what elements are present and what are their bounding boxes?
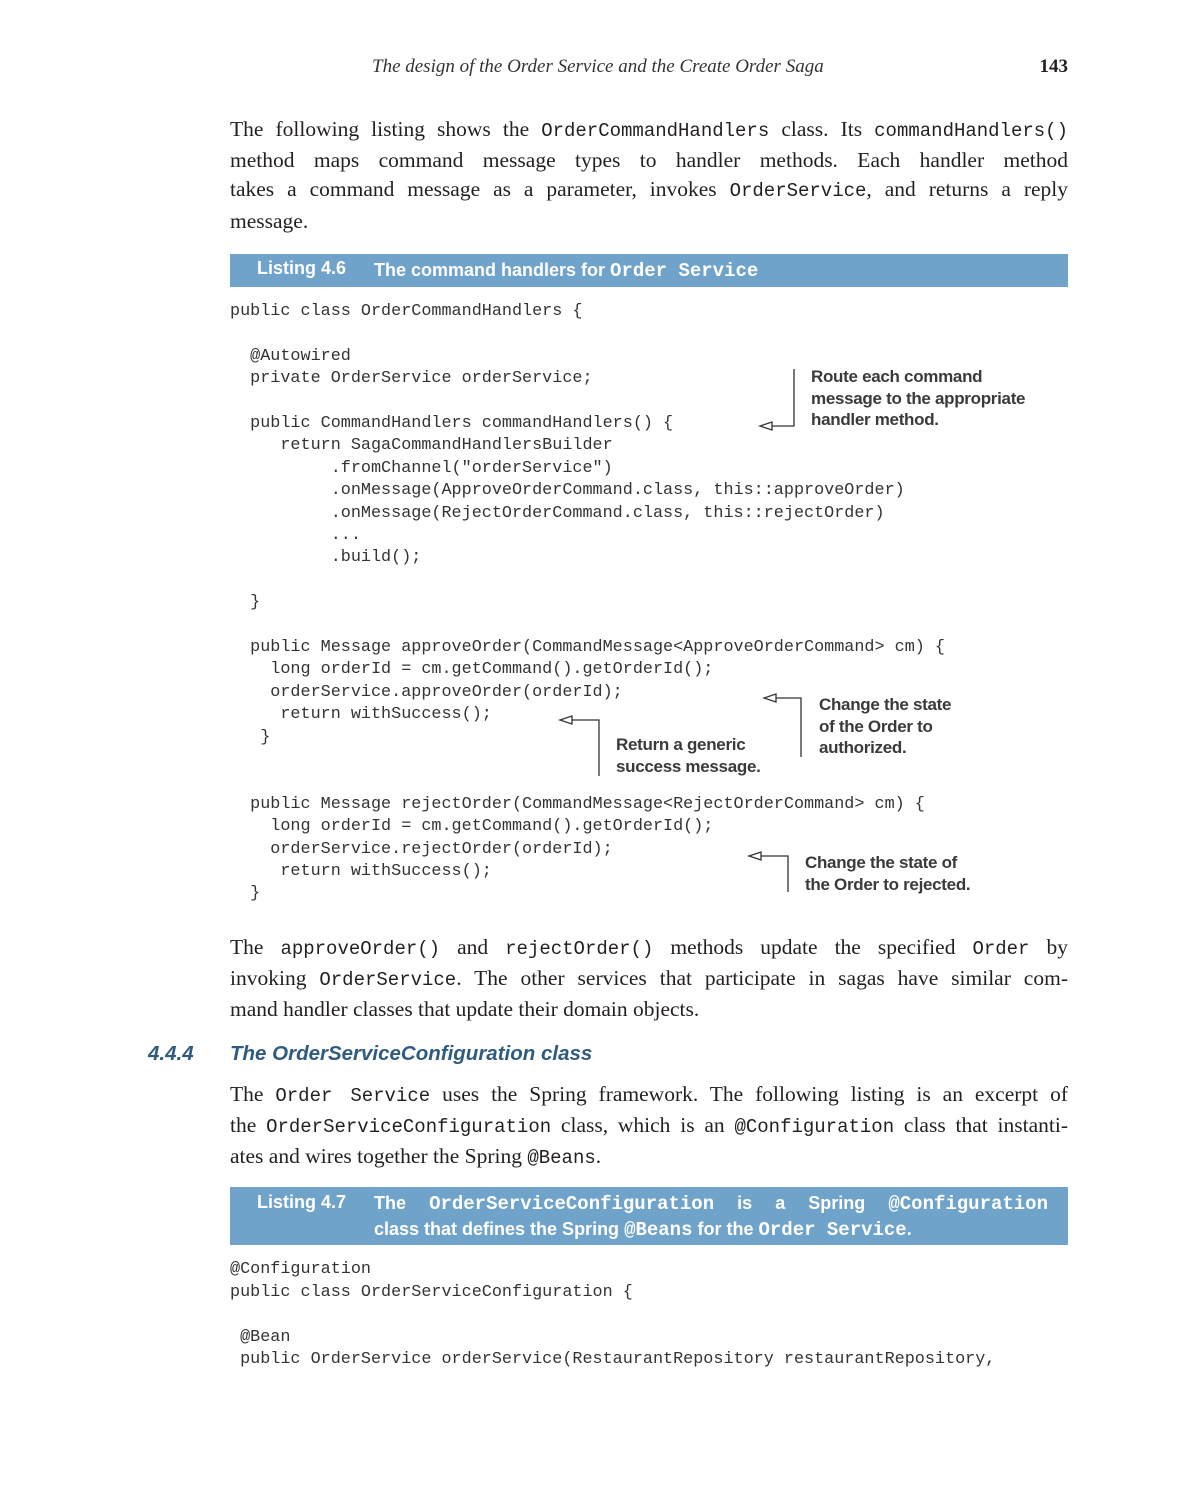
inline-code: @Beans xyxy=(624,1219,693,1241)
code-line: return SagaCommandHandlersBuilder xyxy=(230,436,613,456)
listing-caption xyxy=(374,1191,1048,1243)
inline-code: commandHandlers() xyxy=(874,120,1068,142)
callout-line-route xyxy=(772,369,794,426)
annotation-line: handler method. xyxy=(811,410,939,429)
inline-code: @Beans xyxy=(527,1147,596,1170)
code-line: } xyxy=(230,727,271,747)
inline-code: OrderServiceConfiguration xyxy=(266,1116,552,1139)
code-line: .onMessage(RejectOrderCommand.class, this::rejectOrder) xyxy=(230,503,885,523)
text-run: message. xyxy=(230,208,309,233)
inline-code: @Configuration xyxy=(888,1193,1048,1215)
annotation-line: success message. xyxy=(616,756,761,776)
code-line: long orderId = cm.getCommand().getOrderId(); xyxy=(230,817,714,837)
listing-caption xyxy=(374,258,1048,284)
text-line xyxy=(230,175,1068,206)
page-number: 143 xyxy=(1039,56,1068,77)
inline-code: approveOrder() xyxy=(280,938,441,960)
text-line xyxy=(230,1142,1068,1173)
callout-line-success xyxy=(572,720,599,776)
text-line xyxy=(230,1111,1068,1142)
text-line xyxy=(374,1217,1048,1243)
code-line: } xyxy=(230,884,261,904)
code-line: public class OrderCommandHandlers { xyxy=(230,302,583,321)
text-run: is a Spring xyxy=(714,1193,889,1213)
callout-arrowhead-authorized xyxy=(764,694,776,702)
annotation-line: Change the state of xyxy=(805,853,958,872)
text-run: class, which is an xyxy=(551,1113,735,1138)
inline-code: Order Service xyxy=(610,260,759,282)
text-run: . The other services that participate in sagas have similar com- xyxy=(456,966,1068,991)
text-run: The xyxy=(374,1193,430,1213)
running-head xyxy=(372,56,1068,82)
code-line: } xyxy=(230,593,261,613)
text-run: . xyxy=(906,1219,912,1239)
inline-code: Order Service xyxy=(275,1085,431,1107)
text-run: and xyxy=(440,935,506,959)
text-run: The command handlers for xyxy=(374,260,611,280)
text-run: The xyxy=(230,935,281,959)
inline-code: Order Service xyxy=(758,1219,907,1241)
code-line: public Message rejectOrder(CommandMessage<RejectOrderCommand> cm) { xyxy=(230,794,925,814)
code-line: public OrderService orderService(RestaurantRepository restaurantRepository, xyxy=(230,1350,996,1370)
code-line: public Message approveOrder(CommandMessage<ApproveOrderCommand> cm) { xyxy=(230,638,945,657)
annotation-generic-success xyxy=(616,734,761,777)
annotation-change-rejected xyxy=(805,852,970,895)
text-run: methods update the specified xyxy=(653,935,973,959)
code-line: orderService.approveOrder(orderId); xyxy=(230,682,623,702)
section-title: The OrderServiceConfiguration class xyxy=(230,1042,593,1065)
code-line: @Configuration xyxy=(230,1260,371,1279)
callout-arrowhead-route xyxy=(760,422,772,430)
annotation-route-command xyxy=(811,366,1025,431)
code-line: .fromChannel("orderService") xyxy=(230,458,613,478)
annotation-line: message to the appropriate xyxy=(811,388,1026,408)
annotation-line: of the Order to xyxy=(819,716,933,736)
code-line: @Bean xyxy=(230,1327,291,1347)
section-number: 4.4.4 xyxy=(148,1042,194,1065)
text-line xyxy=(230,115,1068,146)
after-listing-paragraph xyxy=(230,933,1068,1025)
text-line xyxy=(230,1080,1068,1111)
text-line xyxy=(230,964,1068,995)
annotation-line: Return a generic xyxy=(616,735,746,754)
callout-line-rejected xyxy=(761,856,788,892)
text-run: , and returns a reply xyxy=(866,177,1068,202)
code-line: private OrderService orderService; xyxy=(230,369,593,389)
annotation-change-authorized xyxy=(819,694,951,759)
listing-number: Listing 4.6 xyxy=(257,258,347,278)
text-run: invoking xyxy=(230,966,320,991)
callout-arrowhead-success xyxy=(560,716,572,724)
text-line xyxy=(230,933,1068,964)
inline-code: rejectOrder() xyxy=(505,938,654,960)
text-run: uses the Spring framework. The following listing is an excerpt of xyxy=(430,1082,1069,1106)
inline-code: OrderService xyxy=(319,969,457,992)
callout-arrowhead-rejected xyxy=(749,852,761,860)
text-line xyxy=(230,207,1068,236)
intro-paragraph xyxy=(230,115,1068,236)
text-run: The following listing shows the xyxy=(230,117,542,141)
inline-code: OrderCommandHandlers xyxy=(541,120,770,142)
code-line: .build(); xyxy=(230,548,422,568)
text-run: . xyxy=(595,1144,602,1169)
code-line: orderService.rejectOrder(orderId); xyxy=(230,839,613,859)
text-line xyxy=(230,995,1068,1024)
code-line: return withSuccess(); xyxy=(230,862,492,881)
inline-code: @Configuration xyxy=(734,1116,895,1139)
inline-code: Order xyxy=(972,938,1030,960)
code-line: return withSuccess(); xyxy=(230,705,492,725)
text-line xyxy=(374,1191,1048,1217)
listing-4-7-caption-bar xyxy=(230,1187,1068,1245)
annotation-line: authorized. xyxy=(819,738,907,757)
code-line: @Autowired xyxy=(230,346,351,366)
annotation-line: Change the state xyxy=(819,695,952,714)
text-run: ates and wires together the Spring xyxy=(230,1144,528,1169)
annotation-line: Route each command xyxy=(811,367,983,386)
code-line: .onMessage(ApproveOrderCommand.class, this::approveOrder) xyxy=(230,481,905,501)
text-line xyxy=(230,146,1068,175)
listing-number: Listing 4.7 xyxy=(257,1192,347,1212)
text-run: for the xyxy=(692,1219,759,1239)
code-line: public CommandHandlers commandHandlers() { xyxy=(230,414,674,433)
text-run: the xyxy=(230,1113,267,1138)
code-line: long orderId = cm.getCommand().getOrderId(); xyxy=(230,660,714,680)
text-run: method maps command message types to handler methods. Each handler method xyxy=(230,148,1068,173)
text-run: takes a command message as a parameter, invokes xyxy=(230,177,730,202)
text-run: class that instanti- xyxy=(894,1113,1069,1138)
text-run: class that defines the Spring xyxy=(374,1219,625,1239)
code-line: ... xyxy=(230,526,361,545)
text-run: mand handler classes that update their domain objects. xyxy=(230,997,700,1022)
text-run: by xyxy=(1029,935,1068,959)
text-run: The xyxy=(230,1082,276,1106)
listing-4-6-caption-bar xyxy=(230,254,1068,287)
inline-code: OrderService xyxy=(729,180,867,203)
callout-line-authorized xyxy=(776,698,801,757)
text-run: class. Its xyxy=(769,117,875,141)
annotation-line: the Order to rejected. xyxy=(805,874,971,894)
section-paragraph xyxy=(230,1080,1068,1174)
running-head-title: The design of the Order Service and the Create Order Saga xyxy=(372,56,824,77)
text-line xyxy=(374,258,1048,284)
code-line: public class OrderServiceConfiguration { xyxy=(230,1282,633,1302)
inline-code: OrderServiceConfiguration xyxy=(429,1193,715,1215)
